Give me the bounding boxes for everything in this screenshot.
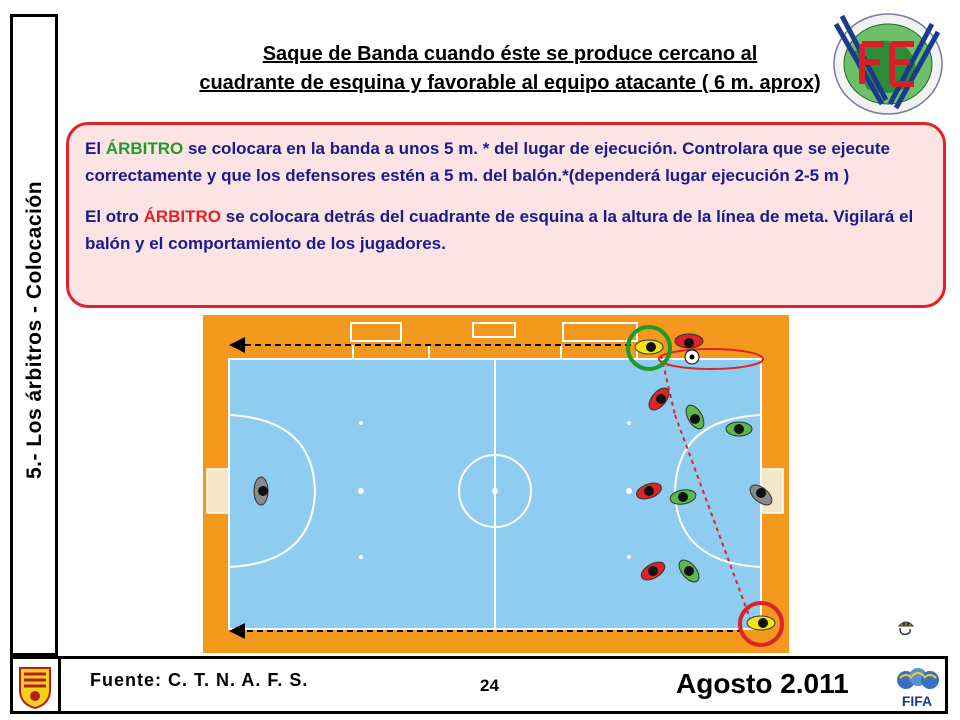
instruction-paragraph-2 — [85, 203, 925, 257]
referee-keyword-green: ÁRBITRO — [105, 139, 184, 158]
slide-title — [100, 40, 920, 98]
fifa-wordmark: FIFA — [901, 693, 933, 709]
footer-date: Agosto 2.011 — [676, 668, 849, 699]
goal-left — [207, 469, 229, 513]
source-credit: Fuente: C. T. N. A. F. S. — [90, 670, 309, 690]
bin-icon — [896, 618, 916, 638]
referee-keyword-red: ÁRBITRO — [143, 207, 222, 226]
player-figure-icon — [254, 477, 268, 505]
rfef-crest-icon — [16, 664, 54, 710]
fef-logo-icon — [822, 4, 950, 118]
title-line-1: Saque de Banda cuando éste se produce cercano al — [262, 43, 758, 65]
instruction-text: se colocara detrás del cuadrante de esquina a la altura de la línea de meta. Vigilará el balón y el comportamiento de los jugadores. — [85, 207, 914, 253]
page-number: 24 — [480, 676, 499, 695]
side-title-text: 5.- Los árbitros - Colocación — [23, 180, 46, 480]
fifa-globe-icon — [892, 664, 942, 710]
instruction-box — [66, 122, 946, 308]
instruction-text: El otro — [85, 207, 144, 226]
center-spot — [492, 488, 498, 494]
instruction-paragraph-1 — [85, 135, 925, 189]
instruction-text: El — [85, 139, 106, 158]
player-figure-icon — [726, 422, 752, 436]
frame-divider — [58, 656, 61, 714]
instruction-text: se colocara en la banda a unos 5 m. * del lugar de ejecución. Controlara que se ejecute correctamente y que los defensores estén a 5 m. del balón.*(dependerá lugar ejecución 2-5 m ) — [85, 139, 890, 185]
spot-left — [358, 488, 364, 494]
player-figure-icon — [675, 334, 703, 348]
referee-figure-icon — [747, 616, 775, 630]
spot-right — [626, 488, 632, 494]
referee-figure-icon — [635, 340, 663, 354]
court-diagram — [203, 315, 789, 653]
title-line-2: cuadrante de esquina y favorable al equipo atacante ( 6 m. aprox) — [199, 72, 821, 94]
